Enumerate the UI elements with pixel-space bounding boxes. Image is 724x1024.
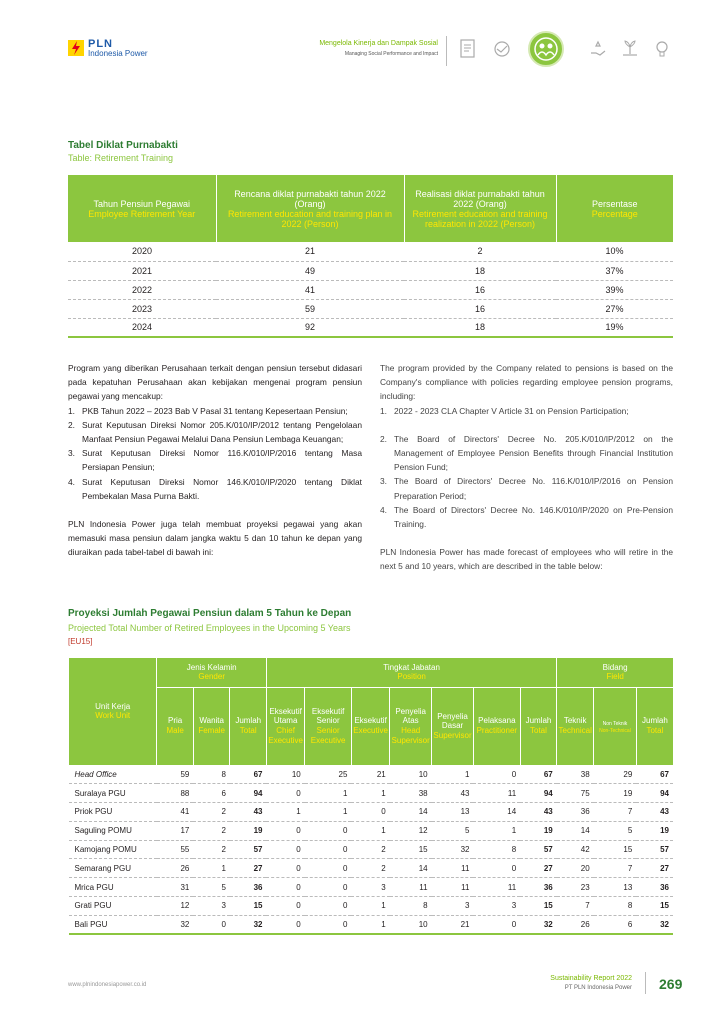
table-cell: 1 bbox=[432, 765, 474, 784]
table-cell: 37% bbox=[556, 261, 673, 280]
table-cell: 57 bbox=[520, 840, 557, 859]
table-cell: 41 bbox=[216, 280, 404, 299]
table-cell: 20 bbox=[557, 859, 594, 878]
table-cell: 67 bbox=[230, 765, 267, 784]
table-cell: 36 bbox=[230, 878, 267, 897]
table-cell: 0 bbox=[266, 859, 304, 878]
table-cell: 1 bbox=[351, 915, 389, 934]
table-cell: 32 bbox=[432, 840, 474, 859]
table-cell: 10 bbox=[266, 765, 304, 784]
table-cell: 43 bbox=[520, 803, 557, 822]
table-cell: 38 bbox=[557, 765, 594, 784]
table-cell: 19 bbox=[230, 821, 267, 840]
chapter-subtitle: Managing Social Performance and Impact bbox=[344, 51, 438, 57]
table-row bbox=[68, 318, 673, 337]
table-cell: 57 bbox=[230, 840, 267, 859]
paragraph: Program yang diberikan Perusahaan terkait dengan pensiun tersebut didasari pada kepatuhan Perusahaan akan kebijakan mengenai program pensiun pegawai yang mencakup: bbox=[68, 363, 362, 402]
table1-subtitle: Table: Retirement Training bbox=[68, 153, 174, 163]
table-cell: 2 bbox=[193, 840, 230, 859]
body-text-indonesian bbox=[68, 361, 362, 560]
table-cell: 0 bbox=[266, 878, 304, 897]
table-cell: 55 bbox=[157, 840, 194, 859]
list-item: 3. The Board of Directors' Decree No. 116.K/010/IP/2016 on Pension Preparation Period; bbox=[380, 476, 673, 501]
table2-col-practitioner: Pelaksana Practitioner bbox=[473, 687, 520, 765]
footer-divider bbox=[645, 972, 646, 994]
table-cell: 0 bbox=[305, 897, 352, 916]
work-unit-cell: Semarang PGU bbox=[69, 859, 157, 878]
table-cell: 16 bbox=[404, 299, 556, 318]
table-cell: 15 bbox=[594, 840, 637, 859]
table-cell: 92 bbox=[216, 318, 404, 337]
table-cell: 88 bbox=[157, 784, 194, 803]
table-row bbox=[69, 803, 674, 822]
table-cell: 43 bbox=[636, 803, 673, 822]
table2-col-chief-executive: Eksekutif Utama Chief Executive bbox=[266, 687, 304, 765]
table-cell: 21 bbox=[216, 242, 404, 261]
table2-subtitle: Projected Total Number of Retired Employees in the Upcoming 5 Years bbox=[68, 623, 351, 633]
table-cell: 94 bbox=[520, 784, 557, 803]
table-cell: 75 bbox=[557, 784, 594, 803]
table-cell: 0 bbox=[266, 784, 304, 803]
list-item: 4. The Board of Directors' Decree No. 146.K/010/IP/2020 on Pre-Pension Training. bbox=[380, 504, 673, 530]
table-cell: 18 bbox=[404, 318, 556, 337]
table-cell: 14 bbox=[557, 821, 594, 840]
table-cell: 49 bbox=[216, 261, 404, 280]
table-cell: 2024 bbox=[68, 318, 216, 337]
table-cell: 2 bbox=[193, 821, 230, 840]
table-row bbox=[69, 765, 674, 784]
table2-col-non-technical: Non Teknik Non-Technical bbox=[594, 687, 637, 765]
handshake-icon[interactable] bbox=[492, 38, 512, 60]
table-cell: 36 bbox=[636, 878, 673, 897]
table-cell: 5 bbox=[432, 821, 474, 840]
table-cell: 0 bbox=[193, 915, 230, 934]
table-cell: 1 bbox=[305, 784, 352, 803]
table-cell: 7 bbox=[594, 859, 637, 878]
table-cell: 7 bbox=[557, 897, 594, 916]
work-unit-cell: Grati PGU bbox=[69, 897, 157, 916]
work-unit-cell: Suralaya PGU bbox=[69, 784, 157, 803]
paragraph: The program provided by the Company related to pensions is based on the Company's compliance with policies regarding employee pension programs, including: bbox=[380, 363, 673, 402]
table-cell: 32 bbox=[157, 915, 194, 934]
work-unit-cell: Priok PGU bbox=[69, 803, 157, 822]
table-cell: 1 bbox=[266, 803, 304, 822]
table-cell: 31 bbox=[157, 878, 194, 897]
table-cell: 0 bbox=[266, 840, 304, 859]
table2-col-position-total: Jumlah Total bbox=[520, 687, 557, 765]
table-cell: 23 bbox=[557, 878, 594, 897]
table-row bbox=[69, 915, 674, 934]
table-cell: 0 bbox=[305, 915, 352, 934]
table-cell: 19 bbox=[636, 821, 673, 840]
table-cell: 14 bbox=[390, 803, 432, 822]
chapter-title: Mengelola Kinerja dan Dampak Sosial bbox=[319, 40, 438, 47]
table-cell: 36 bbox=[557, 803, 594, 822]
table-row bbox=[69, 784, 674, 803]
table-cell: 8 bbox=[473, 840, 520, 859]
table-cell: 21 bbox=[351, 765, 389, 784]
table-cell: 19 bbox=[594, 784, 637, 803]
table-cell: 3 bbox=[193, 897, 230, 916]
work-unit-cell: Mrica PGU bbox=[69, 878, 157, 897]
table-cell: 14 bbox=[390, 859, 432, 878]
table1-header-plan: Rencana diklat purnabakti tahun 2022 (Orang) Retirement education and training plan in 2022 (Person) bbox=[216, 175, 404, 242]
table-cell: 94 bbox=[230, 784, 267, 803]
table-cell: 1 bbox=[351, 821, 389, 840]
table-cell: 27 bbox=[230, 859, 267, 878]
table2-col-technical: Teknik Technical bbox=[557, 687, 594, 765]
table-cell: 59 bbox=[157, 765, 194, 784]
table-cell: 15 bbox=[520, 897, 557, 916]
work-unit-cell: Bali PGU bbox=[69, 915, 157, 934]
table-cell: 0 bbox=[305, 859, 352, 878]
table-cell: 26 bbox=[157, 859, 194, 878]
table-cell: 2 bbox=[351, 859, 389, 878]
table-cell: 11 bbox=[473, 878, 520, 897]
table-cell: 0 bbox=[473, 859, 520, 878]
giving-hand-icon[interactable] bbox=[588, 38, 608, 60]
table2-col-supervisor: Penyelia Dasar Supervisor bbox=[432, 687, 474, 765]
table-cell: 11 bbox=[432, 878, 474, 897]
table-cell: 1 bbox=[351, 897, 389, 916]
table1-title: Tabel Diklat Purnabakti bbox=[68, 140, 178, 151]
table-cell: 19 bbox=[520, 821, 557, 840]
list-item: 3. Surat Keputusan Direksi Nomor 116.K/010/IP/2016 tentang Masa Persiapan Pensiun; bbox=[68, 448, 362, 473]
table-cell: 26 bbox=[557, 915, 594, 934]
table-cell: 18 bbox=[404, 261, 556, 280]
table-cell: 0 bbox=[266, 915, 304, 934]
table-cell: 2023 bbox=[68, 299, 216, 318]
table-cell: 2021 bbox=[68, 261, 216, 280]
community-icon[interactable] bbox=[528, 31, 564, 67]
policy-list bbox=[380, 404, 673, 532]
list-item: 1. 2022 - 2023 CLA Chapter V Article 31 on Pension Participation; bbox=[380, 405, 629, 416]
table-cell: 13 bbox=[432, 803, 474, 822]
table-row bbox=[68, 280, 673, 299]
table-cell: 1 bbox=[305, 803, 352, 822]
table-cell: 67 bbox=[636, 765, 673, 784]
table-cell: 15 bbox=[390, 840, 432, 859]
table-cell: 7 bbox=[594, 803, 637, 822]
table-cell: 1 bbox=[473, 821, 520, 840]
table1-header-realization: Realisasi diklat purnabakti tahun 2022 (Orang) Retirement education and training realization in 2022 (Person) bbox=[404, 175, 556, 242]
table-cell: 41 bbox=[157, 803, 194, 822]
table-cell: 11 bbox=[390, 878, 432, 897]
table-cell: 43 bbox=[432, 784, 474, 803]
table-row bbox=[69, 840, 674, 859]
table-cell: 13 bbox=[594, 878, 637, 897]
table-cell: 57 bbox=[636, 840, 673, 859]
table-cell: 0 bbox=[305, 878, 352, 897]
table-cell: 1 bbox=[193, 859, 230, 878]
table-cell: 67 bbox=[520, 765, 557, 784]
table-cell: 2022 bbox=[68, 280, 216, 299]
table-row bbox=[68, 261, 673, 280]
table-cell: 2020 bbox=[68, 242, 216, 261]
table2-group-gender: Jenis Kelamin Gender bbox=[157, 658, 267, 687]
table-cell: 5 bbox=[594, 821, 637, 840]
list-item: 4. Surat Keputusan Direksi Nomor 146.K/010/IP/2020 tentang Diklat Pembekalan Masa Purna Bakti. bbox=[68, 476, 362, 501]
table2-title: Proyeksi Jumlah Pegawai Pensiun dalam 5 Tahun ke Depan bbox=[68, 608, 352, 619]
table2-col-female: Wanita Female bbox=[193, 687, 230, 765]
table-cell: 0 bbox=[473, 915, 520, 934]
table-cell: 36 bbox=[520, 878, 557, 897]
table-cell: 39% bbox=[556, 280, 673, 299]
table-cell: 25 bbox=[305, 765, 352, 784]
table-cell: 0 bbox=[305, 840, 352, 859]
table-cell: 10% bbox=[556, 242, 673, 261]
table-row bbox=[68, 242, 673, 261]
table-cell: 27 bbox=[520, 859, 557, 878]
table-cell: 16 bbox=[404, 280, 556, 299]
table-cell: 0 bbox=[473, 765, 520, 784]
table-cell: 29 bbox=[594, 765, 637, 784]
table-cell: 14 bbox=[473, 803, 520, 822]
table-cell: 12 bbox=[157, 897, 194, 916]
retirement-training-table bbox=[68, 175, 673, 338]
logo-subtitle: Indonesia Power bbox=[88, 49, 148, 58]
table-cell: 15 bbox=[636, 897, 673, 916]
table-cell: 94 bbox=[636, 784, 673, 803]
plant-hand-icon[interactable] bbox=[620, 38, 640, 60]
list-item: 2. The Board of Directors' Decree No. 205.K/010/IP/2012 on the Management of Employee Pension Benefits through Financial Institution Pension Fund; bbox=[380, 433, 673, 473]
table-cell: 6 bbox=[594, 915, 637, 934]
table-cell: 3 bbox=[351, 878, 389, 897]
table1-header-year: Tahun Pensiun Pegawai Employee Retirement Year bbox=[68, 175, 216, 242]
table2-col-head-supervisor: Penyelia Atas Head Supervisor bbox=[390, 687, 432, 765]
list-item: 2. Surat Keputusan Direksi Nomor 205.K/010/IP/2012 tentang Pengelolaan Manfaat Pensiun Pegawai Melalui Dana Pensiun Lembaga Keuangan; bbox=[68, 419, 362, 445]
table-cell: 3 bbox=[432, 897, 474, 916]
paragraph: PLN Indonesia Power has made forecast of employees who will retire in the next 5 and 10 years, which are described in the table below: bbox=[380, 547, 673, 572]
table-cell: 12 bbox=[390, 821, 432, 840]
table-row bbox=[69, 878, 674, 897]
table-row bbox=[69, 821, 674, 840]
table1-header-percentage: Persentase Percentage bbox=[556, 175, 673, 242]
table-cell: 8 bbox=[193, 765, 230, 784]
table-cell: 43 bbox=[230, 803, 267, 822]
company-name: PT PLN Indonesia Power bbox=[564, 985, 632, 991]
table-cell: 38 bbox=[390, 784, 432, 803]
table-cell: 27 bbox=[636, 859, 673, 878]
report-title: Sustainability Report 2022 bbox=[550, 975, 632, 982]
table-cell: 8 bbox=[390, 897, 432, 916]
table-row bbox=[69, 859, 674, 878]
document-icon[interactable] bbox=[458, 38, 478, 60]
table-cell: 11 bbox=[473, 784, 520, 803]
table-cell: 17 bbox=[157, 821, 194, 840]
page-number: 269 bbox=[659, 976, 683, 992]
table2-col-senior-executive: Eksekutif Senior Senior Executive bbox=[305, 687, 352, 765]
table-cell: 2 bbox=[193, 803, 230, 822]
table2-col-executive: Eksekutif Executive bbox=[351, 687, 389, 765]
table-cell: 19% bbox=[556, 318, 673, 337]
table2-header-unit: Unit Kerja Work Unit bbox=[69, 658, 157, 765]
lightbulb-icon[interactable] bbox=[652, 38, 672, 60]
table-cell: 0 bbox=[266, 897, 304, 916]
work-unit-cell: Kamojang POMU bbox=[69, 840, 157, 859]
website-link[interactable]: www.plnindonesiapower.co.id bbox=[68, 982, 147, 988]
table-cell: 21 bbox=[432, 915, 474, 934]
table-cell: 27% bbox=[556, 299, 673, 318]
table-cell: 0 bbox=[305, 821, 352, 840]
table-cell: 5 bbox=[193, 878, 230, 897]
table2-col-male: Pria Male bbox=[157, 687, 194, 765]
logo-name: PLN bbox=[88, 38, 113, 50]
table-cell: 59 bbox=[216, 299, 404, 318]
table-cell: 32 bbox=[230, 915, 267, 934]
table-row bbox=[68, 299, 673, 318]
table2-col-field-total: Jumlah Total bbox=[636, 687, 673, 765]
policy-list bbox=[68, 404, 362, 503]
table-cell: 32 bbox=[520, 915, 557, 934]
table-cell: 42 bbox=[557, 840, 594, 859]
work-unit-cell: Head Office bbox=[69, 765, 157, 784]
table-cell: 10 bbox=[390, 765, 432, 784]
table-cell: 15 bbox=[230, 897, 267, 916]
header-divider bbox=[446, 36, 447, 66]
table-cell: 2 bbox=[404, 242, 556, 261]
table-cell: 11 bbox=[432, 859, 474, 878]
body-text-english bbox=[380, 361, 673, 574]
pln-logo-icon bbox=[68, 40, 84, 56]
table-cell: 0 bbox=[351, 803, 389, 822]
table-cell: 8 bbox=[594, 897, 637, 916]
paragraph: PLN Indonesia Power juga telah membuat proyeksi pegawai yang akan memasuki masa pensiun dalam jangka waktu 5 dan 10 tahun ke depan yang diuraikan pada tabel-tabel di bawah ini: bbox=[68, 519, 362, 558]
work-unit-cell: Saguling POMU bbox=[69, 821, 157, 840]
table2-group-field: Bidang Field bbox=[557, 658, 673, 687]
table-cell: 10 bbox=[390, 915, 432, 934]
table-row bbox=[69, 897, 674, 916]
list-item: 1. PKB Tahun 2022 – 2023 Bab V Pasal 31 tentang Kepesertaan Pensiun; bbox=[68, 405, 348, 416]
table-cell: 6 bbox=[193, 784, 230, 803]
table-cell: 0 bbox=[266, 821, 304, 840]
retirement-projection-table bbox=[68, 658, 673, 935]
table-cell: 3 bbox=[473, 897, 520, 916]
table2-tag: [EU15] bbox=[68, 637, 93, 646]
table-cell: 1 bbox=[351, 784, 389, 803]
table-cell: 32 bbox=[636, 915, 673, 934]
table2-col-gender-total: Jumlah Total bbox=[230, 687, 267, 765]
table-cell: 2 bbox=[351, 840, 389, 859]
table2-group-position: Tingkat Jabatan Position bbox=[266, 658, 556, 687]
